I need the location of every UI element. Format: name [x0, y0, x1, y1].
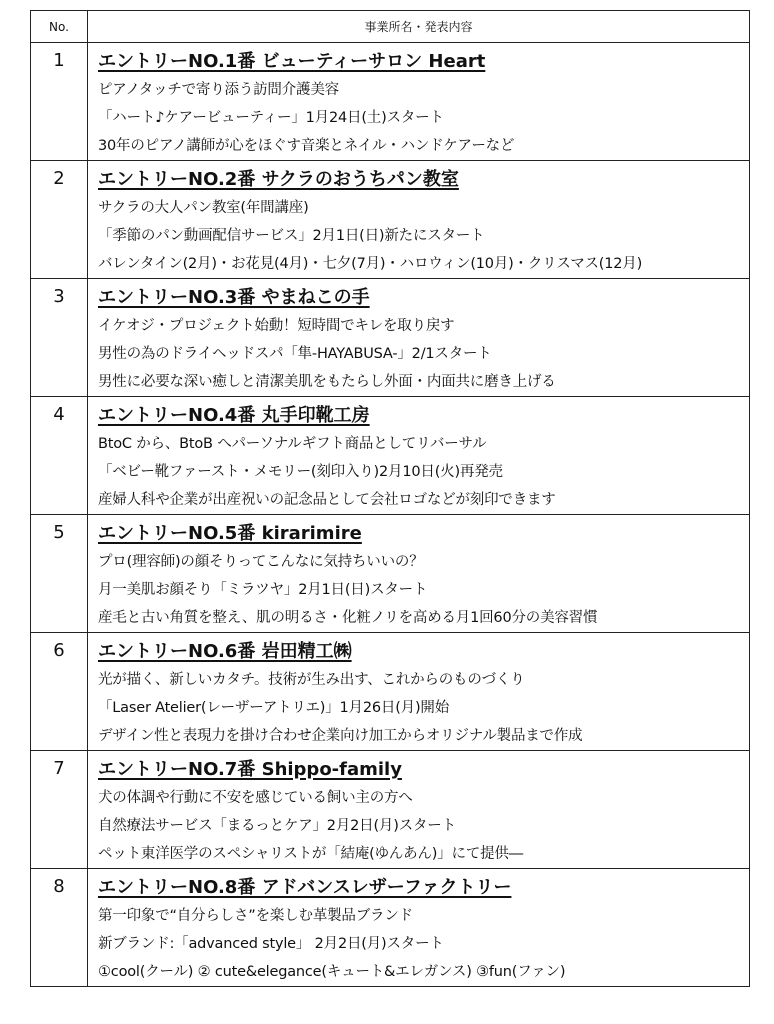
entry-title: エントリーNO.6番 岩田精工㈱ [98, 641, 352, 662]
entry-title: エントリーNO.4番 丸手印靴工房 [98, 405, 370, 426]
entry-title: エントリーNO.3番 やまねこの手 [98, 287, 370, 308]
entry-description-line: 「ハート♪ケアービューティー」1月24日(土)スタート [98, 110, 444, 126]
entry-description-line: 新ブランド:「advanced style」 2月2日(月)スタート [98, 936, 444, 952]
entry-number: 6 [31, 633, 88, 751]
entry-description-line: 第一印象で“自分らしさ”を楽しむ革製品ブランド [98, 908, 413, 924]
entry-content [88, 515, 750, 633]
entry-description-line: 30年のピアノ講師が心をほぐす音楽とネイル・ハンドケアーなど [98, 138, 515, 154]
entry-content [88, 397, 750, 515]
header-content: 事業所名・発表内容 [88, 11, 750, 43]
entry-number: 4 [31, 397, 88, 515]
entry-description-line: 男性の為のドライヘッドスパ「隼-HAYABUSA-」2/1スタート [98, 346, 492, 362]
entry-description-line: 犬の体調や行動に不安を感じている飼い主の方へ [98, 790, 413, 806]
entry-description-line: 月一美肌お顔そり「ミラツヤ」2月1日(日)スタート [98, 582, 428, 598]
header-no: No. [31, 11, 88, 43]
entry-title: エントリーNO.1番 ビューティーサロン Heart [98, 51, 486, 72]
entry-description-line: プロ(理容師)の顔そりってこんなに気持ちいいの？ [98, 554, 424, 570]
entry-description-line: イケオジ・プロジェクト始動！短時間でキレを取り戻す [98, 318, 455, 334]
entry-description-line: ペット東洋医学のスペシャリストが「結庵(ゆんあん)」にて提供― [98, 846, 524, 862]
entry-number: 1 [31, 43, 88, 161]
entry-content [88, 161, 750, 279]
entry-title: エントリーNO.7番 Shippo-family [98, 759, 402, 780]
entry-description-line: 自然療法サービス「まるっとケア」2月2日(月)スタート [98, 818, 456, 834]
entry-row [31, 633, 750, 751]
entry-content [88, 279, 750, 397]
entry-description-line: 光が描く、新しいカタチ。技術が生み出す、これからのものづくり [98, 672, 525, 688]
entry-number: 2 [31, 161, 88, 279]
entry-description-line: 「Laser Atelier(レーザーアトリエ)」1月26日(月)開始 [98, 700, 450, 716]
entries-body [31, 43, 750, 987]
entry-description-line: BtoC から、BtoB へパーソナルギフト商品としてリバーサル [98, 436, 487, 452]
entry-description-line: 男性に必要な深い癒しと清潔美肌をもたらし外面・内面共に磨き上げる [98, 374, 556, 390]
entry-row [31, 279, 750, 397]
entry-description-line: バレンタイン(2月)・お花見(4月)・七夕(7月)・ハロウィン(10月)・クリスマス(12月) [98, 256, 643, 272]
entry-description-line: デザイン性と表現力を掛け合わせ企業向け加工からオリジナル製品まで作成 [98, 728, 583, 744]
entry-description-line: 産婦人科や企業が出産祝いの記念品として会社ロゴなどが刻印できます [98, 492, 556, 508]
entry-description-line: 産毛と古い角質を整え、肌の明るさ・化粧ノリを高める月1回60分の美容習慣 [98, 610, 598, 626]
entry-row [31, 43, 750, 161]
entry-number: 5 [31, 515, 88, 633]
entry-title: エントリーNO.5番 kirarimire [98, 523, 362, 544]
entry-description-line: 「季節のパン動画配信サービス」2月1日(日)新たにスタート [98, 228, 485, 244]
header-row [31, 11, 750, 43]
entry-description-line: ピアノタッチで寄り添う訪問介護美容 [98, 82, 339, 98]
entry-title: エントリーNO.2番 サクラのおうちパン教室 [98, 169, 459, 190]
entry-number: 7 [31, 751, 88, 869]
entry-content [88, 869, 750, 987]
entry-content [88, 43, 750, 161]
entry-content [88, 751, 750, 869]
entry-description-line: サクラの大人パン教室(年間講座) [98, 200, 309, 216]
entry-description-line: 「ベビー靴ファースト・メモリー(刻印入り)2月10日(火)再発売 [98, 464, 503, 480]
entry-content [88, 633, 750, 751]
entry-row [31, 515, 750, 633]
entry-number: 3 [31, 279, 88, 397]
entry-row [31, 397, 750, 515]
entry-description-line: ①cool(クール) ② cute&elegance(キュート&エレガンス) ③fun(ファン) [98, 964, 566, 980]
entry-table [30, 10, 750, 987]
entry-number: 8 [31, 869, 88, 987]
entry-row [31, 161, 750, 279]
entry-row [31, 751, 750, 869]
entry-row [31, 869, 750, 987]
entry-title: エントリーNO.8番 アドバンスレザーファクトリー [98, 877, 512, 898]
